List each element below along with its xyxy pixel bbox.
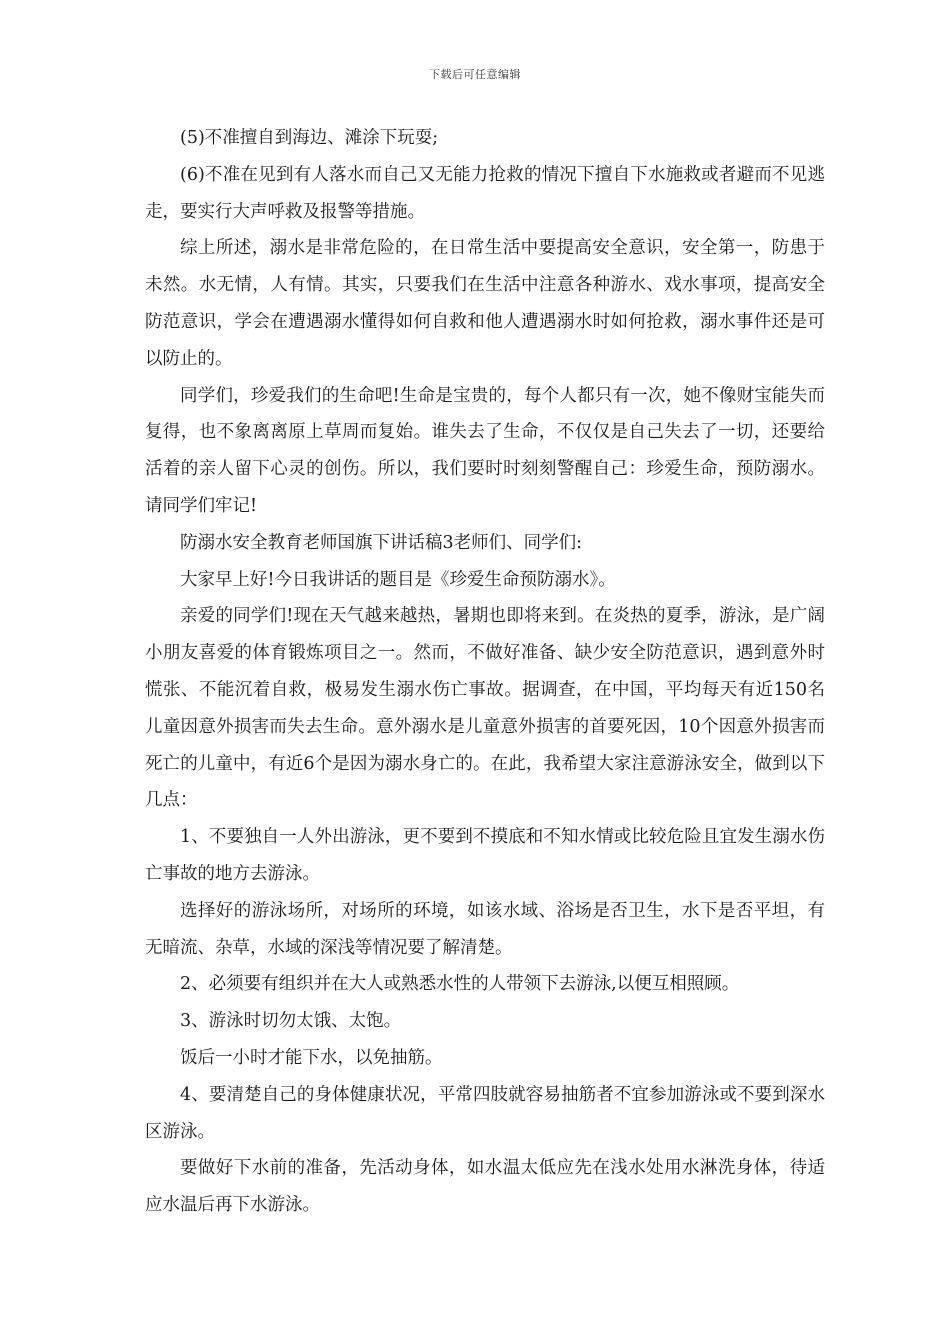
paragraph: 选择好的游泳场所，对场所的环境，如该水域、浴场是否卫生，水下是否平坦，有无暗流、杂草，水域的深浅等情况要了解清楚。 [145, 900, 825, 958]
paragraph: 要做好下水前的准备，先活动身体，如水温太低应先在浅水处用水淋洗身体，待适应水温后再下水游泳。 [145, 1158, 825, 1216]
page-header: 下载后可任意编辑 [429, 68, 521, 81]
paragraph: 4、要清楚自己的身体健康状况，平常四肢就容易抽筋者不宜参加游泳或不要到深水区游泳。 [145, 1084, 825, 1142]
paragraph: 亲爱的同学们!现在天气越来越热，暑期也即将来到。在炎热的夏季，游泳，是广阔小朋友喜爱的体育锻炼项目之一。然而，不做好准备、缺少安全防范意识，遇到意外时慌张、不能沉着自救，极易发生溺水伤亡事故。据调查，在中国，平均每天有近150名儿童因意外损害而失去生命。意外溺水是儿童意外损害的首要死因，10个因意外损害而死亡的儿童中，有近6个是因为溺水身亡的。在此，我希望大家注意游泳安全，做到以下几点： [145, 606, 825, 811]
paragraph: 饭后一小时才能下水，以免抽筋。 [180, 1047, 443, 1068]
paragraph: 综上所述，溺水是非常危险的，在日常生活中要提高安全意识，安全第一，防患于未然。水无情，人有情。其实，只要我们在生活中注意各种游水、戏水事项，提高安全防范意识，学会在遭遇溺水懂得如何自救和他人遭遇溺水时如何抢救，溺水事件还是可以防止的。 [145, 238, 825, 369]
paragraph: 1、不要独自一人外出游泳，更不要到不摸底和不知水情或比较危险且宜发生溺水伤亡事故的地方去游泳。 [145, 827, 825, 884]
document-body [145, 120, 825, 1224]
paragraph: (6)不准在见到有人落水而自己又无能力抢救的情况下擅自下水施救或者避而不见逃走，要实行大声呼救及报警等措施。 [145, 164, 825, 222]
paragraph: 防溺水安全教育老师国旗下讲话稿3老师们、同学们: [180, 532, 583, 553]
paragraph: 3、游泳时切勿太饿、太饱。 [180, 1011, 402, 1032]
paragraph: (5)不准擅自到海边、滩涂下玩耍; [180, 128, 439, 148]
paragraph: 同学们，珍爱我们的生命吧!生命是宝贵的，每个人都只有一次，她不像财宝能失而复得，也不象离离原上草周而复始。谁失去了生命，不仅仅是自己失去了一切，还要给活着的亲人留下心灵的创伤。所以，我们要时时刻刻警醒自己：珍爱生命，预防溺水。请同学们牢记! [145, 385, 825, 516]
paragraph: 2、必须要有组织并在大人或熟悉水性的人带领下去游泳,以便互相照顾。 [180, 974, 740, 995]
paragraph: 大家早上好!今日我讲话的题目是《珍爱生命预防溺水》。 [180, 569, 616, 590]
